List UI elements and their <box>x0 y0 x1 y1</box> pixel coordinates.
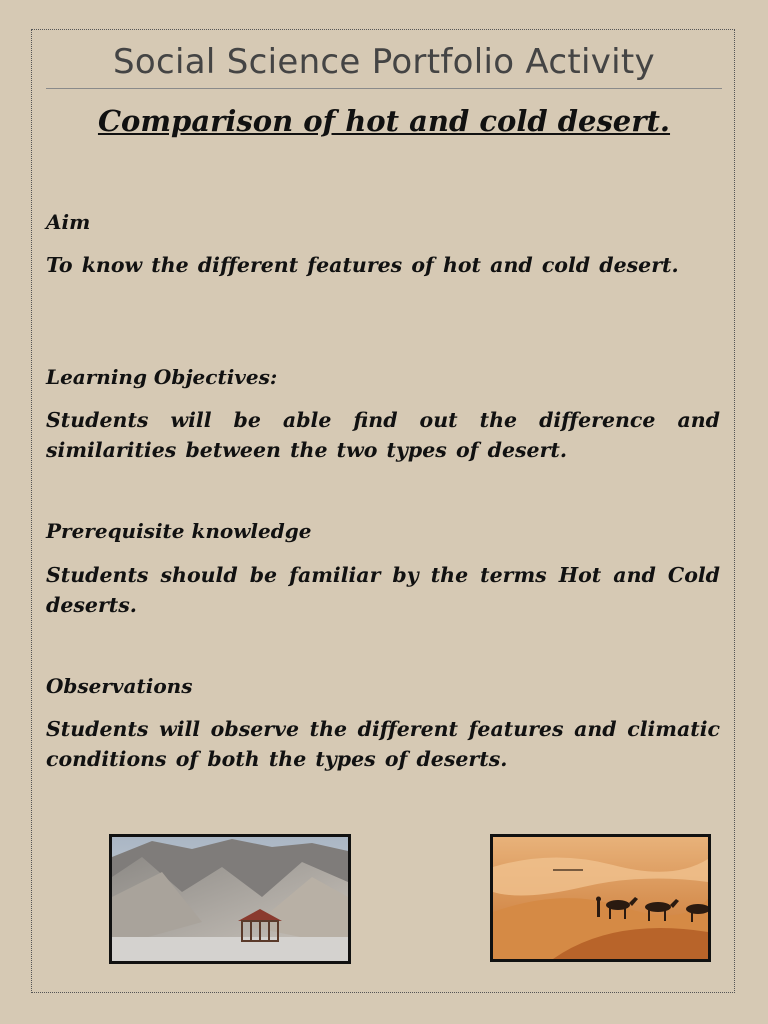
prerequisite-knowledge-text: Students should be familiar by the terms Hot and Cold deserts. <box>46 563 720 617</box>
observations-text: Students will observe the different features and climatic conditions of both the types of deserts. <box>46 717 720 771</box>
hot-desert-image <box>493 837 708 959</box>
learning-objectives-text: Students will be able find out the difference and similarities between the two types of desert. <box>46 408 720 462</box>
page-title: Social Science Portfolio Activity <box>113 42 655 82</box>
cold-desert-image <box>112 837 348 961</box>
cold-desert-photo <box>109 834 351 964</box>
observations-heading: Observations <box>46 674 193 698</box>
aim-text: To know the different features of hot and cold desert. <box>46 253 679 277</box>
prerequisite-knowledge-heading: Prerequisite knowledge <box>46 519 312 543</box>
hot-desert-photo <box>490 834 711 962</box>
document-subtitle: Comparison of hot and cold desert. <box>97 104 671 138</box>
title-divider <box>46 88 722 89</box>
learning-objectives-heading: Learning Objectives: <box>46 365 278 389</box>
aim-heading: Aim <box>46 210 91 234</box>
